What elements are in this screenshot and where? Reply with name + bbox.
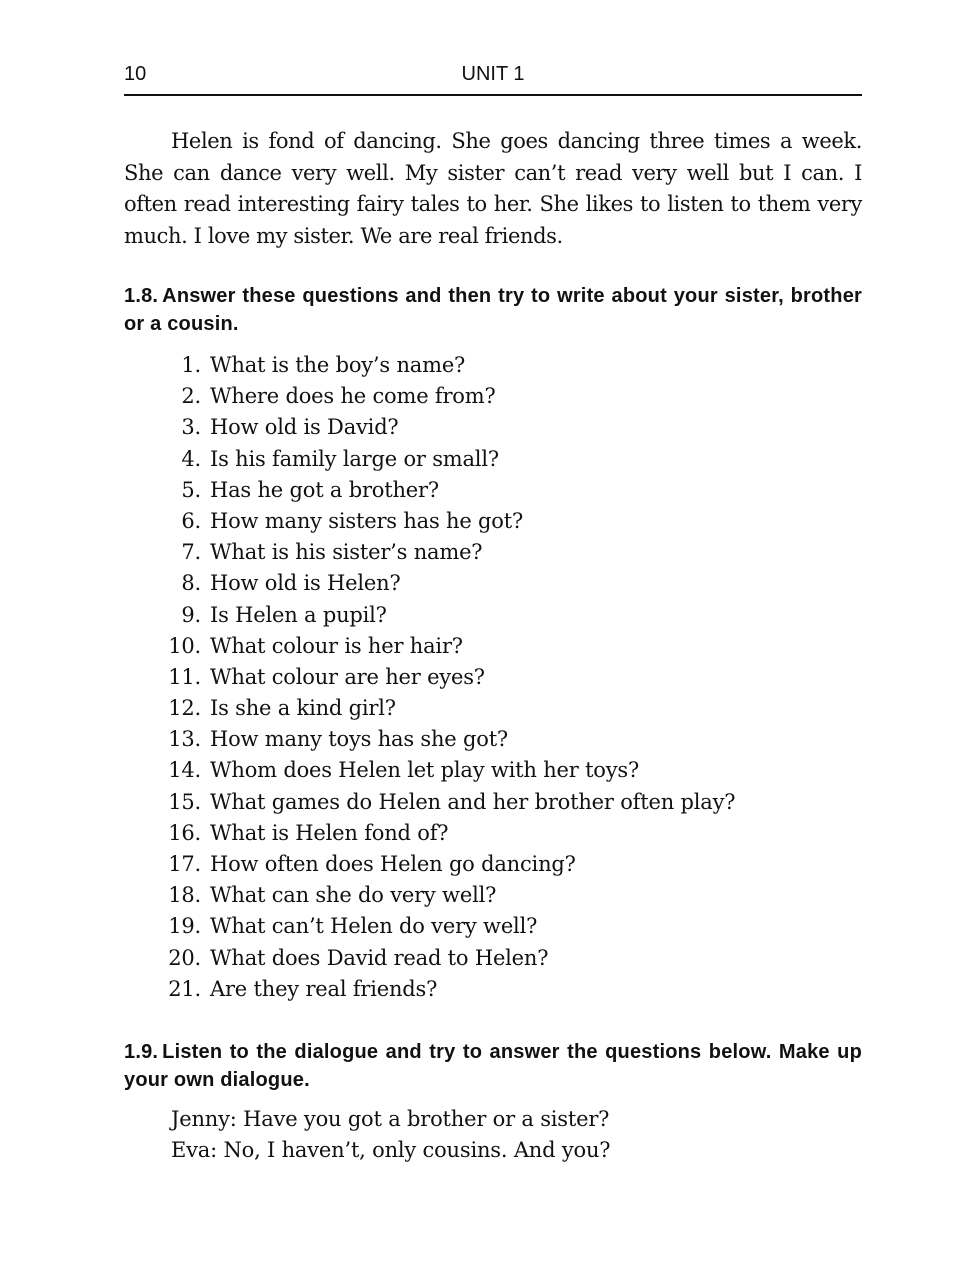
question-text: Is Helen a pupil? <box>210 602 387 627</box>
question-number: 13. <box>168 727 201 752</box>
list-item <box>124 537 862 568</box>
question-text: What can’t Helen do very well? <box>210 914 538 939</box>
question-text: What colour is her hair? <box>210 633 463 658</box>
textbook-page <box>124 0 862 1166</box>
task-instruction: Answer these questions and then try to write about your sister, brother or a cousin. <box>124 285 862 335</box>
unit-title: UNIT 1 <box>461 63 525 85</box>
list-item <box>124 880 862 911</box>
question-number: 7. <box>181 540 201 565</box>
question-number: 6. <box>181 508 201 533</box>
list-item <box>124 724 862 755</box>
intro-paragraph: Helen is fond of dancing. She goes dancing three times a week. She can dance very well. My sister can’t read very well but I can. I often read interesting fairy tales to her. She likes to listen to them very much. I love my sister. We are real friends. <box>124 129 862 248</box>
question-text: How many sisters has he got? <box>210 508 524 533</box>
question-number: 4. <box>181 446 201 471</box>
list-item <box>124 631 862 662</box>
question-number: 5. <box>181 477 201 502</box>
question-list <box>124 350 862 1005</box>
page-number: 10 <box>124 63 147 85</box>
question-number: 14. <box>168 758 201 783</box>
question-number: 12. <box>168 696 201 721</box>
question-number: 17. <box>168 852 201 876</box>
list-item <box>124 787 862 818</box>
list-item <box>124 444 862 475</box>
question-number: 3. <box>181 415 201 440</box>
question-text: Has he got a brother? <box>210 477 439 502</box>
task-number: 1.9. <box>124 1040 159 1063</box>
page-header <box>124 0 862 96</box>
question-number: 18. <box>168 883 201 908</box>
question-text: Where does he come from? <box>210 384 496 409</box>
dialogue-line: Jenny: Have you got a brother or a sister? <box>171 1106 610 1131</box>
list-item <box>124 600 862 631</box>
list-item <box>124 412 862 443</box>
question-text: What is his sister’s name? <box>210 540 483 565</box>
question-number: 16. <box>168 820 201 845</box>
task-1-8-heading <box>124 282 862 338</box>
question-text: Whom does Helen let play with her toys? <box>210 758 640 783</box>
dialogue <box>171 1104 862 1166</box>
question-text: What is the boy’s name? <box>210 353 466 377</box>
list-item <box>124 943 862 974</box>
question-text: What does David read to Helen? <box>210 945 549 970</box>
list-item <box>124 974 862 1005</box>
list-item <box>124 350 862 381</box>
question-number: 20. <box>168 945 201 970</box>
question-number: 19. <box>168 914 201 939</box>
question-text: What games do Helen and her brother often play? <box>210 789 736 814</box>
list-item <box>124 755 862 786</box>
list-item <box>124 506 862 537</box>
question-number: 10. <box>168 633 201 658</box>
task-1-9-heading <box>124 1038 862 1094</box>
question-text: Is his family large or small? <box>210 446 499 471</box>
list-item <box>124 818 862 849</box>
question-text: What is Helen fond of? <box>210 820 449 845</box>
list-item <box>124 911 862 942</box>
question-number: 11. <box>168 664 201 689</box>
list-item <box>124 662 862 693</box>
question-text: What colour are her eyes? <box>210 664 485 689</box>
question-number: 2. <box>181 384 201 409</box>
question-number: 8. <box>181 571 201 596</box>
question-text: How often does Helen go dancing? <box>210 852 576 876</box>
dialogue-line: Eva: No, I haven’t, only cousins. And you? <box>171 1137 611 1162</box>
list-item <box>124 568 862 599</box>
task-instruction: Listen to the dialogue and try to answer the questions below. Make up your own dialogue. <box>124 1040 862 1091</box>
list-item <box>124 849 862 880</box>
question-number: 15. <box>168 789 201 814</box>
list-item <box>124 693 862 724</box>
question-number: 9. <box>181 602 201 627</box>
question-text: Are they real friends? <box>210 976 438 1001</box>
question-text: How old is Helen? <box>210 571 401 596</box>
task-number: 1.8. <box>124 285 159 307</box>
question-text: How old is David? <box>210 415 399 440</box>
question-number: 1. <box>181 353 201 377</box>
question-text: How many toys has she got? <box>210 727 508 752</box>
question-text: What can she do very well? <box>210 883 497 908</box>
list-item <box>124 475 862 506</box>
list-item <box>124 381 862 412</box>
question-text: Is she a kind girl? <box>210 696 396 721</box>
question-number: 21. <box>168 976 201 1001</box>
